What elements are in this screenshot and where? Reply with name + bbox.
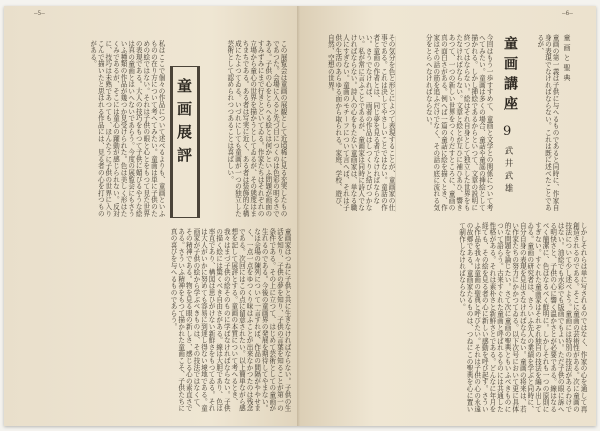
right-body-text-lower: しかしそれらは単に写されるのではなく、作家の心を通して再創造されるのである。そこに童画の芸術性がある。次に童画の技法について少し述べよう。童画には特別の技法があるわけではない。油絵でも水彩でも版画でもよい。ただ子供の眼に訴へる明快さと、子供の心に響く温かさとが必要である。線はなるべく簡潔に、色はなるべく鮮明に。しかしそれも一つの原則にすぎない。すぐれた童画家はそれぞれ独自の技法を編み出してゐる。童画の研究者は、さういふ先人の業績を学ぶと同時に、自分自身の表現を見出さなければならない。童画の将来は、若い作家たちの努力にかかつてゐる。以下次号において更に具体的な問題を論じたい。さて次に童画の聖典ともいふべきものについて語らう。古来すぐれた童画と呼ばれるものには共通した性格がある。それは素朴さと新鮮さとである。どんなに年月を経ても、その絵を見る者の心に新しい感動を呼び起す。さういふ作品を我々は童画の聖典と呼びたい。それは子供の心の永遠の故郷である。童画家たるものは、つねにこの聖典を心に置いて制作しなければならない。 <box>457 222 587 413</box>
book-spread <box>4 6 596 426</box>
section-heading: 童画と聖典 <box>563 34 571 84</box>
left-page-title: 童画展評 <box>175 78 193 170</box>
series-title: 童画講座 <box>502 36 518 116</box>
left-body-text-upper-right: この展覧会は童画の展観として近頃稀に見る充実したものであつた。会場に入ると先づ目につくのは色彩の明るさである。子供の心をとらへる絵とは何かといふ問題が画面のすみずみにまで行きとどいてゐる。作家たちはそれぞれの立場から童心の世界を描かうとしてゐるが、その態度はまちまちである。ある者は写実に近く、ある者は装飾的な構成にたよつてゐる。いづれにしても童画が一つの独立した芸術として認められつつあることは喜ばしい。 <box>225 40 287 217</box>
right-page <box>300 6 596 426</box>
issue-number: 9 <box>503 124 512 139</box>
author-name: 武井武雄 <box>503 146 513 196</box>
left-page-number: —5— <box>34 10 45 17</box>
column-divider <box>395 36 396 212</box>
right-body-text-upper-left: その気分を色と形とによつて表現することが、童画家の仕事である。これは決してやさしいことではない。童話の作者と童画の作者とは、同じ夢を見る者でなければならない。さうでなければ、両者の作品はしつくりと結びつかない。私が常に言ふことであるが、童画家は同時に詩人でなければならない。詩人の心をもたない童画家は、単なる職人にすぎない。童画のモチーフについて言へば、それは子供の生活のあらゆる面から取られる。家庭、学校、遊び、自然、空想の世界。 <box>326 34 395 211</box>
right-body-text-upper-middle: 今回はもう一歩すすめて、童画と文学との関係について考へてみたい。童画は多くの場合、童話や童謡の挿絵として描かれる。しかし挿絵であるからといつて、文章の説明に終つてはならない。絵はそれ自身として独立した世界をもたなければならない。文章と絵とが互ひに補ひあひ、響きあつて、一つの新しい世界をつくりだすところに、童画の真の面白さがある。例へば一篇の童話に絵を描くとき、作家はその話の筋を追ふだけでなく、その話の底に流れる気分をとらへなければならない。 <box>424 34 493 211</box>
right-body-text-top-right: 童画の第一義は子供に与へるものであると同時に、作家自身の表現でなければならない。これは既に述べたことであるが、 <box>535 34 559 211</box>
left-page <box>4 6 300 426</box>
right-page-number: —6— <box>562 10 573 17</box>
left-body-text-upper-left: 私はここで個々の作品について述べるよりも、童画といふものの在り方について考へてみたい。童画は単に子供のための絵ではない。それは子供の眼と心とをもつて見た世界の表現である。大人の技巧をもつて子供に媚びるやうな絵は真の童画とはいへないであらう。今度の展覧会にもさういふ種類の作品が幾つか見受けられた。色は美しく形はたくみであるが、そこには童心の躍動が感じられない。反対に、技巧は未熟であつても、ほんたうに子供の世界に入りこんで描いたと思はれる作品には、見る者の心を打つものがある。 <box>88 40 165 217</box>
left-body-text-lower: 童画家はつねに子供と共に生きなければならない。子供の生活を知り、子供の夢を知り、子供の言葉を知ることが第一の条件である。その上に立つて、はじめて芸術としての童画が生れるのである。今後の童画界の発展を期待してやまない。なほ会場の陳列について一言すれば、作品の間隔がややせまく、一点一点をゆつくり味はふことが出来なかつたのは残念である。次回にはこの点に留意されたい。以上簡単ながら感想を記して展評とする。童画の本質について考へるとき、我々はまづ子供の絵そのものに学ばなければならない。子供の描く絵には驚くべき自由さがある。線は大胆であり、色は率直であり、構図は思ひがけない新鮮さをもつてゐる。それは大人がいかに努めても容易に到達し得ない境地である。童画家が子供の絵から学ぶべきものは、その技法ではなくて、その精神である。物を見る眼の新しさ、感じる心の素直さである。さういふ精神をもつて描かれた童画こそ、子供たちに真の喜びを与へるものであらう。 <box>169 228 291 412</box>
